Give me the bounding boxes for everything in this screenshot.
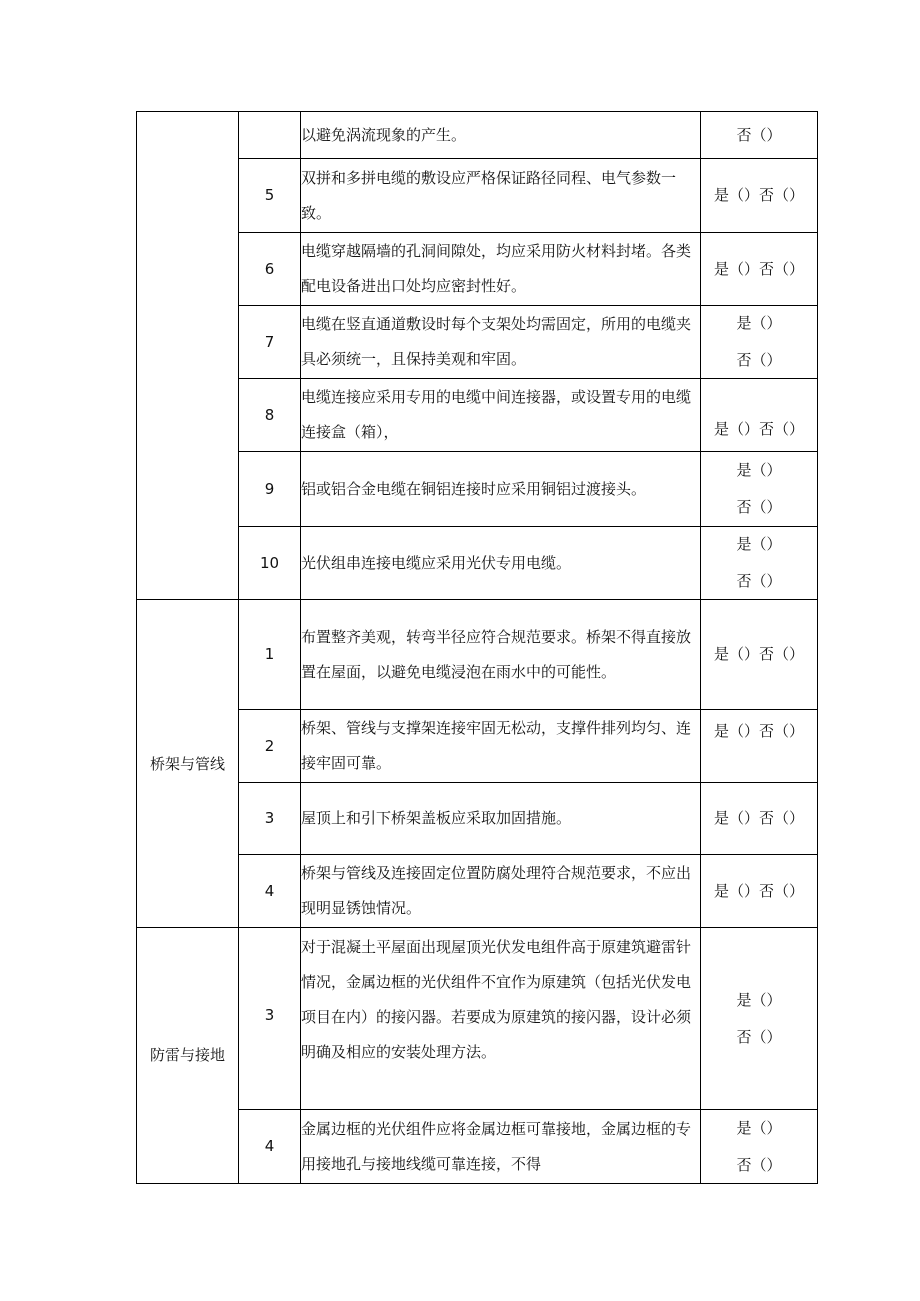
item-description: 屋顶上和引下桥架盖板应采取加固措施。	[301, 783, 701, 855]
item-description: 以避免涡流现象的产生。	[301, 112, 701, 159]
item-number	[239, 112, 301, 159]
result-option: 是（）否（）	[713, 186, 804, 204]
table-row	[137, 112, 818, 159]
table-row	[137, 600, 818, 710]
item-description: 电缆在竖直通道敷设时每个支架处均需固定，所用的电缆夹具必须统一，且保持美观和牢固。	[301, 306, 701, 379]
table-row	[137, 527, 818, 600]
result-option: 否（）	[736, 1027, 782, 1046]
result-option: 是（）	[736, 990, 782, 1009]
item-number: 5	[239, 159, 301, 233]
result-option: 否（）	[736, 498, 782, 516]
item-result	[701, 452, 818, 527]
item-description: 铝或铝合金电缆在铜铝连接时应采用铜铝过渡接头。	[301, 452, 701, 527]
item-result	[701, 783, 818, 855]
item-result	[701, 1110, 818, 1184]
result-option: 是（）	[736, 535, 782, 553]
result-option: 否（）	[736, 125, 782, 144]
category-label: 桥架与管线	[149, 754, 225, 773]
item-description: 金属边框的光伏组件应将金属边框可靠接地，金属边框的专用接地孔与接地线缆可靠连接，不得	[301, 1110, 701, 1184]
category-cell-cable	[137, 112, 239, 600]
table-row	[137, 1110, 818, 1184]
result-option: 否（）	[736, 351, 782, 369]
item-number: 3	[239, 783, 301, 855]
result-option: 是（）	[736, 461, 782, 479]
item-description: 电缆穿越隔墙的孔洞间隙处，均应采用防火材料封堵。各类配电设备进出口处均应密封性好。	[301, 233, 701, 306]
item-result	[701, 306, 818, 379]
item-number: 9	[239, 452, 301, 527]
item-result	[701, 600, 818, 710]
item-result	[701, 855, 818, 928]
item-number: 4	[239, 855, 301, 928]
table-row	[137, 783, 818, 855]
item-description: 光伏组串连接电缆应采用光伏专用电缆。	[301, 527, 701, 600]
item-description: 桥架与管线及连接固定位置防腐处理符合规范要求，不应出现明显锈蚀情况。	[301, 855, 701, 928]
table-row	[137, 928, 818, 1110]
item-description: 布置整齐美观，转弯半径应符合规范要求。桥架不得直接放置在屋面，以避免电缆浸泡在雨水中的可能性。	[301, 600, 701, 710]
item-result	[701, 928, 818, 1110]
result-option: 是（）否（）	[713, 645, 804, 663]
item-result	[701, 527, 818, 600]
item-number: 1	[239, 600, 301, 710]
item-description: 电缆连接应采用专用的电缆中间连接器，或设置专用的电缆连接盒（箱），	[301, 379, 701, 452]
result-option: 否（）	[736, 1155, 782, 1174]
category-label: 防雷与接地	[149, 1045, 225, 1064]
result-option: 是（）否（）	[713, 259, 804, 278]
table-row	[137, 306, 818, 379]
result-option: 是（）否（）	[713, 809, 804, 827]
item-result	[701, 379, 818, 452]
result-option: 是（）	[736, 1118, 782, 1137]
table-row	[137, 233, 818, 306]
result-option: 否（）	[736, 572, 782, 590]
inspection-checklist-table	[136, 111, 818, 1184]
table-row	[137, 710, 818, 783]
item-result	[701, 159, 818, 233]
table-row	[137, 379, 818, 452]
result-option: 是（）否（）	[713, 881, 804, 900]
item-result	[701, 112, 818, 159]
result-option: 是（）	[736, 314, 782, 332]
category-cell-tray	[137, 600, 239, 928]
item-result	[701, 710, 818, 783]
item-number: 8	[239, 379, 301, 452]
item-description: 桥架、管线与支撑架连接牢固无松动，支撑件排列均匀、连接牢固可靠。	[301, 710, 701, 783]
table-row	[137, 452, 818, 527]
category-cell-lightning	[137, 928, 239, 1184]
item-number: 3	[239, 928, 301, 1110]
table-row	[137, 159, 818, 233]
item-description: 双拼和多拼电缆的敷设应严格保证路径同程、电气参数一致。	[301, 159, 701, 233]
result-option: 是（）否（）	[713, 722, 804, 740]
item-number: 6	[239, 233, 301, 306]
item-result	[701, 233, 818, 306]
item-number: 4	[239, 1110, 301, 1184]
item-number: 7	[239, 306, 301, 379]
item-number: 2	[239, 710, 301, 783]
item-description: 对于混凝土平屋面出现屋顶光伏发电组件高于原建筑避雷针情况，金属边框的光伏组件不宜作为原建筑（包括光伏发电项目在内）的接闪器。若要成为原建筑的接闪器，设计必须明确及相应的安装处理方法。	[301, 928, 701, 1110]
item-number: 10	[239, 527, 301, 600]
table-row	[137, 855, 818, 928]
result-option: 是（）否（）	[713, 420, 804, 438]
